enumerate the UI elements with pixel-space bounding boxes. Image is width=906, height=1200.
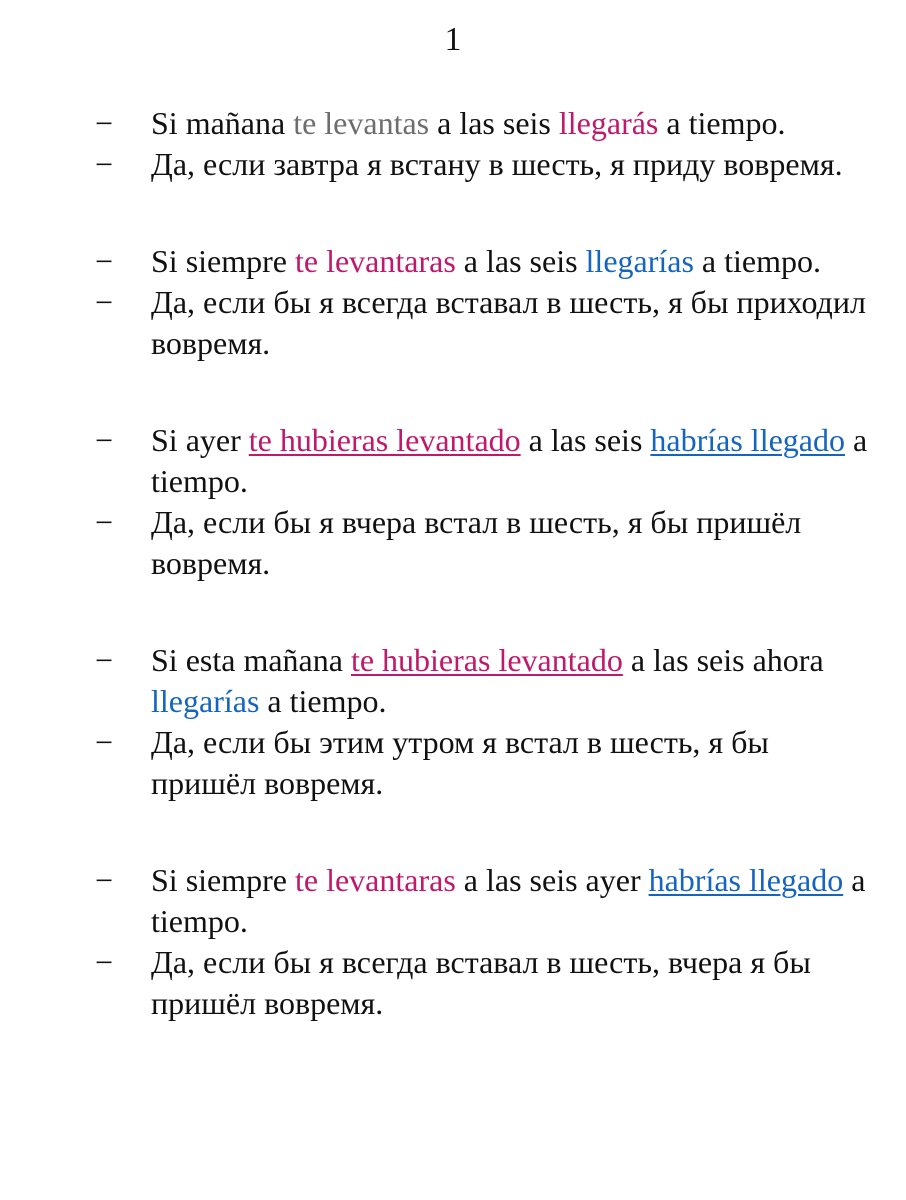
dash-marker: − bbox=[95, 284, 114, 320]
translation-text: Да, если бы этим утром я встал в шесть, я бы пришёл вовремя. bbox=[151, 724, 769, 801]
sentence-pair-2 bbox=[0, 241, 906, 364]
dash-marker: − bbox=[95, 243, 114, 279]
spanish-sentence bbox=[0, 860, 871, 942]
highlighted-verb: te levantas bbox=[293, 105, 430, 141]
highlighted-verb: llegarías bbox=[585, 243, 694, 279]
dash-marker: − bbox=[95, 862, 114, 898]
dash-marker: − bbox=[95, 642, 114, 678]
sentence-list bbox=[0, 103, 906, 1080]
sentence-text: Si mañana bbox=[151, 105, 294, 141]
highlighted-verb: llegarás bbox=[558, 105, 659, 141]
highlighted-verb: habrías llegado bbox=[650, 422, 845, 458]
dash-marker: − bbox=[95, 724, 114, 760]
sentence-pair-5 bbox=[0, 860, 906, 1024]
spanish-sentence bbox=[0, 241, 871, 282]
sentence-text: a tiempo. bbox=[658, 105, 786, 141]
russian-translation bbox=[0, 502, 871, 584]
russian-translation bbox=[0, 282, 871, 364]
page-number: 1 bbox=[444, 21, 462, 58]
sentence-pair-4 bbox=[0, 640, 906, 804]
sentence-pair-3 bbox=[0, 420, 906, 584]
dash-marker: − bbox=[95, 944, 114, 980]
highlighted-verb: llegarías bbox=[151, 683, 260, 719]
sentence-text: a las seis bbox=[520, 422, 651, 458]
dash-marker: − bbox=[95, 504, 114, 540]
sentence-text: a tiempo. bbox=[151, 862, 866, 939]
highlighted-verb: te levantaras bbox=[294, 862, 456, 898]
translation-text: Да, если бы я вчера встал в шесть, я бы пришёл вовремя. bbox=[151, 504, 802, 581]
sentence-text: Si esta mañana bbox=[151, 642, 351, 678]
sentence-text: a tiempo. bbox=[259, 683, 387, 719]
highlighted-verb: habrías llegado bbox=[648, 862, 844, 898]
dash-marker: − bbox=[95, 146, 114, 182]
sentence-text: a tiempo. bbox=[693, 243, 821, 279]
russian-translation bbox=[0, 942, 871, 1024]
translation-text: Да, если бы я всегда вставал в шесть, вчера я бы пришёл вовремя. bbox=[151, 944, 811, 1021]
sentence-text: a las seis ayer bbox=[455, 862, 649, 898]
translation-text: Да, если завтра я встану в шесть, я приду вовремя. bbox=[151, 146, 843, 182]
dash-marker: − bbox=[95, 105, 114, 141]
highlighted-verb: te hubieras levantado bbox=[350, 642, 623, 678]
sentence-text: a las seis bbox=[429, 105, 559, 141]
sentence-pair-1 bbox=[0, 103, 906, 185]
sentence-text: Si siempre bbox=[151, 243, 295, 279]
sentence-text: a las seis bbox=[455, 243, 586, 279]
translation-text: Да, если бы я всегда вставал в шесть, я бы приходил вовремя. bbox=[151, 284, 866, 361]
sentence-text: Si ayer bbox=[151, 422, 249, 458]
spanish-sentence bbox=[0, 640, 871, 722]
highlighted-verb: te hubieras levantado bbox=[248, 422, 521, 458]
sentence-text: a tiempo. bbox=[151, 422, 868, 499]
sentence-text: a las seis ahora bbox=[622, 642, 824, 678]
spanish-sentence bbox=[0, 420, 871, 502]
russian-translation bbox=[0, 144, 871, 185]
dash-marker: − bbox=[95, 422, 114, 458]
highlighted-verb: te levantaras bbox=[294, 243, 456, 279]
spanish-sentence bbox=[0, 103, 871, 144]
sentence-text: Si siempre bbox=[151, 862, 295, 898]
russian-translation bbox=[0, 722, 871, 804]
